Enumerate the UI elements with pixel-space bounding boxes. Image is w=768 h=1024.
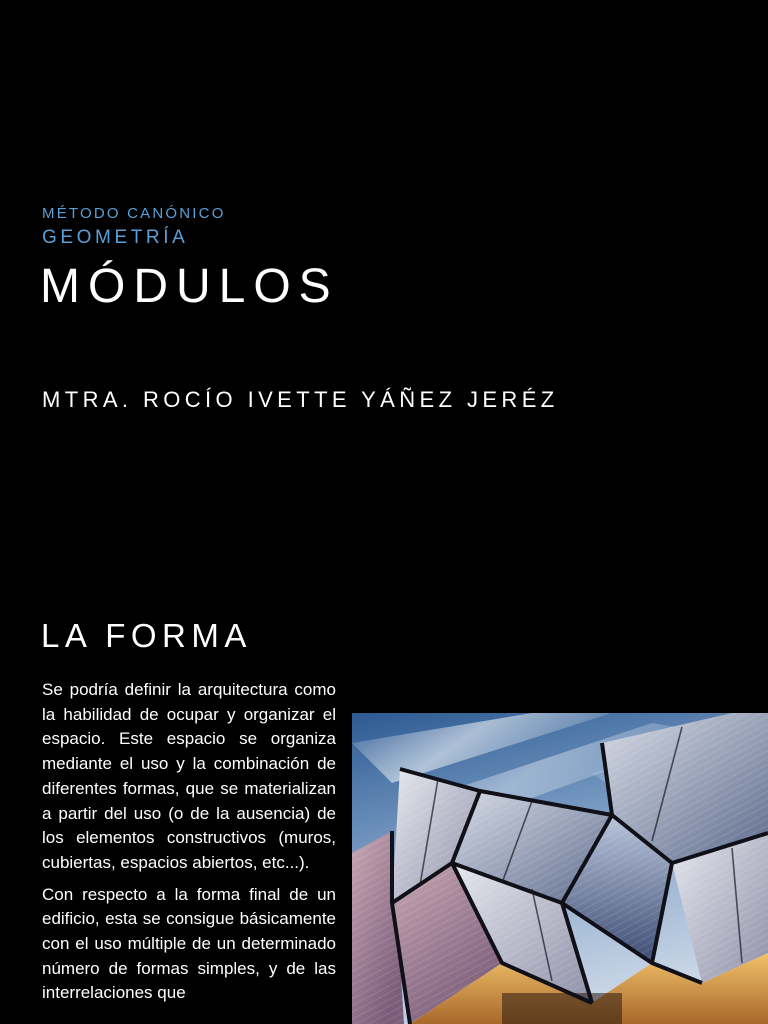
paragraph-1: Se podría definir la arquitectura como la habilidad de ocupar y organizar el espacio. Este espacio se organiza mediante el uso y la combinación de diferentes formas, que se materializan a partir del uso (o de la ausencia) de los elementos constructivos (muros, cubiertas, espacios abiertos, etc...). <box>42 680 336 872</box>
page-title: MÓDULOS <box>40 260 339 313</box>
method-label: MÉTODO CANÓNICO <box>42 205 226 222</box>
building-illustration <box>352 713 768 1024</box>
section-body <box>42 678 336 1013</box>
section-title: LA FORMA <box>41 617 252 654</box>
paragraph-2: Con respecto a la forma final de un edificio, esta se consigue básicamente con el uso múltiple de un determinado número de formas simples, y de las interrelaciones que <box>42 884 336 1003</box>
subject-label: GEOMETRÍA <box>42 227 189 248</box>
crystalline-building-photo <box>352 713 768 1024</box>
author-name: MTRA. ROCÍO IVETTE YÁÑEZ JERÉZ <box>42 387 559 412</box>
